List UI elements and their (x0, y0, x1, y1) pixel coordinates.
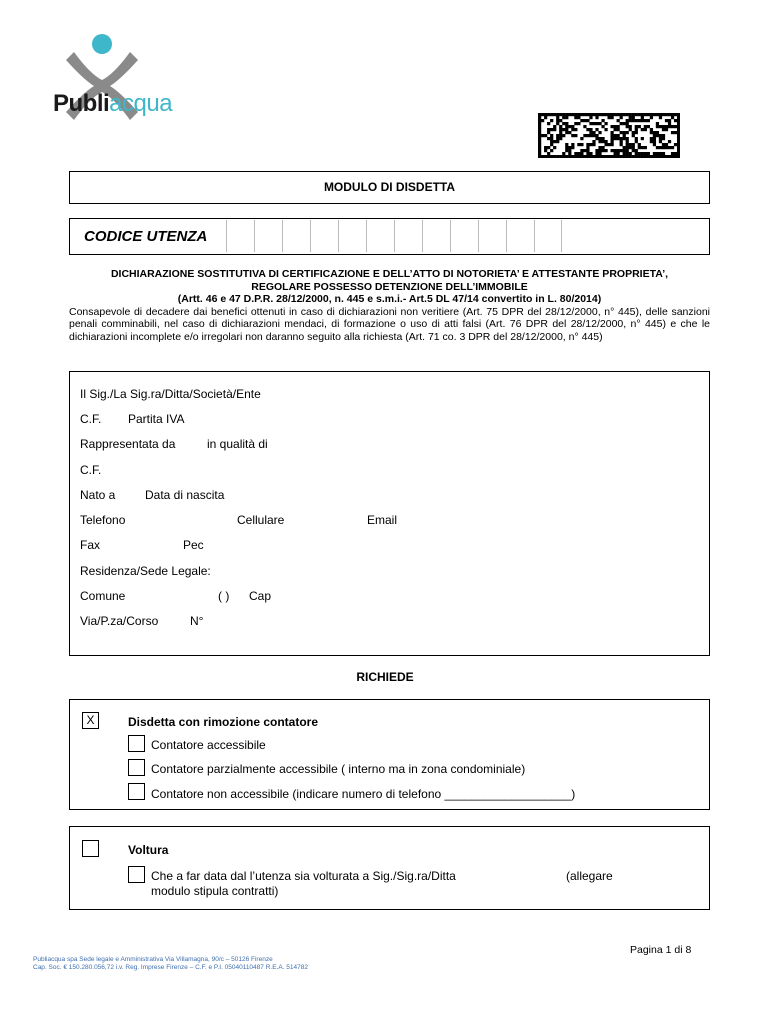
footer (33, 956, 308, 972)
declaration-heading-1: DICHIARAZIONE SOSTITUTIVA DI CERTIFICAZIONE E DELL’ATTO DI NOTORIETA’ E ATTESTANTE PROPRIETA’, (110, 268, 669, 280)
logo-text-acqua: acqua (109, 90, 173, 117)
field-telefono[interactable]: Telefono (80, 513, 126, 527)
field-comune[interactable]: Comune (80, 589, 126, 603)
richiede-heading: RICHIEDE (356, 670, 414, 684)
voltura-checkbox[interactable] (82, 840, 99, 857)
page-number: Pagina 1 di 8 (630, 944, 692, 956)
form-title-box (69, 171, 710, 204)
voltura-label: Voltura (128, 843, 169, 857)
field-rappresentata[interactable]: Rappresentata da (80, 437, 176, 451)
field-sig[interactable]: Il Sig./La Sig.ra/Ditta/Società/Ente (80, 387, 261, 401)
option-non-accessibile-checkbox[interactable] (128, 783, 145, 800)
logo-text-publi: Publi (53, 90, 110, 117)
field-cf2[interactable]: C.F. (80, 463, 102, 477)
option-parzialmente-label: Contatore parzialmente accessibile ( interno ma in zona condominiale) (151, 762, 526, 776)
voltura-option-line1: Che a far data dal l’utenza sia volturata a Sig./Sig.ra/Ditta (151, 869, 456, 883)
field-nato[interactable]: Nato a (80, 488, 116, 502)
declaration-heading-3: (Artt. 46 e 47 D.P.R. 28/12/2000, n. 445 e s.m.i.- Art.5 DL 47/14 convertito in L. 80/2014) (177, 293, 602, 305)
codice-cell[interactable] (282, 220, 310, 252)
codice-cell[interactable] (254, 220, 282, 252)
field-cellulare[interactable]: Cellulare (237, 513, 285, 527)
field-piva[interactable]: Partita IVA (128, 412, 185, 426)
codice-utenza-input-cells[interactable] (226, 220, 562, 253)
footer-line-2: Cap. Soc. € 150.280.056,72 i.v. Reg. Imprese Firenze – C.F. e P.I. 05040110487 R.E.A. 514782 (33, 964, 308, 971)
voltura-option-checkbox[interactable] (128, 866, 145, 883)
field-email[interactable]: Email (367, 513, 398, 527)
field-qualita[interactable]: in qualità di (207, 437, 268, 451)
codice-cell[interactable] (534, 220, 562, 252)
codice-utenza-label: CODICE UTENZA (84, 228, 208, 245)
codice-cell[interactable] (338, 220, 366, 252)
option-accessibile-checkbox[interactable] (128, 735, 145, 752)
disdetta-checkbox[interactable]: X (82, 712, 99, 729)
voltura-option-line2: modulo stipula contratti) (151, 884, 279, 898)
codice-cell[interactable] (450, 220, 478, 252)
field-provincia[interactable]: ( ) (218, 589, 230, 603)
field-data-nascita[interactable]: Data di nascita (145, 488, 225, 502)
codice-cell[interactable] (478, 220, 506, 252)
codice-cell[interactable] (226, 220, 254, 252)
field-pec[interactable]: Pec (183, 538, 204, 552)
option-non-accessibile-label: Contatore non accessibile (indicare numero di telefono ___________________) (151, 787, 576, 801)
codice-cell[interactable] (394, 220, 422, 252)
field-cap[interactable]: Cap (249, 589, 272, 603)
field-fax[interactable]: Fax (80, 538, 101, 552)
declaration-block (69, 268, 710, 343)
codice-cell[interactable] (506, 220, 534, 252)
disdetta-label: Disdetta con rimozione contatore (128, 715, 319, 729)
option-accessibile-label: Contatore accessibile (151, 738, 266, 752)
barcode-icon (538, 113, 680, 158)
field-cf[interactable]: C.F. (80, 412, 102, 426)
form-title: MODULO DI DISDETTA (323, 180, 456, 194)
field-numero[interactable]: N° (190, 614, 204, 628)
declaration-body: Consapevole di decadere dai benefici ottenuti in caso di dichiarazioni non veritiere (Art. 75 DPR del 28/12/2000, n° 445), delle sanzioni penali comminabili, nel caso di dichiarazioni mendaci, di formazione o uso di atti falsi (Art. 76 DPR del 28/12/2000, n° 445) e che le dichiarazioni incomplete e/o irregolari non daranno seguito alla richiesta (Art. 71 co. 3 DPR del 28/12/2000, n° 445) (69, 305, 710, 343)
codice-cell[interactable] (422, 220, 450, 252)
footer-line-1: Publiacqua spa Sede legale e Amministrativa Via Villamagna, 90/c – 50126 Firenze (33, 956, 273, 963)
declaration-heading-2: REGOLARE POSSESSO DETENZIONE DELL’IMMOBILE (251, 280, 528, 293)
codice-cell[interactable] (366, 220, 394, 252)
option-parzialmente-checkbox[interactable] (128, 759, 145, 776)
field-residenza: Residenza/Sede Legale: (80, 564, 211, 578)
codice-cell[interactable] (310, 220, 338, 252)
field-via[interactable]: Via/P.za/Corso (80, 614, 159, 628)
logo-wordmark (53, 90, 172, 118)
voltura-option-allegare: (allegare (566, 869, 613, 883)
